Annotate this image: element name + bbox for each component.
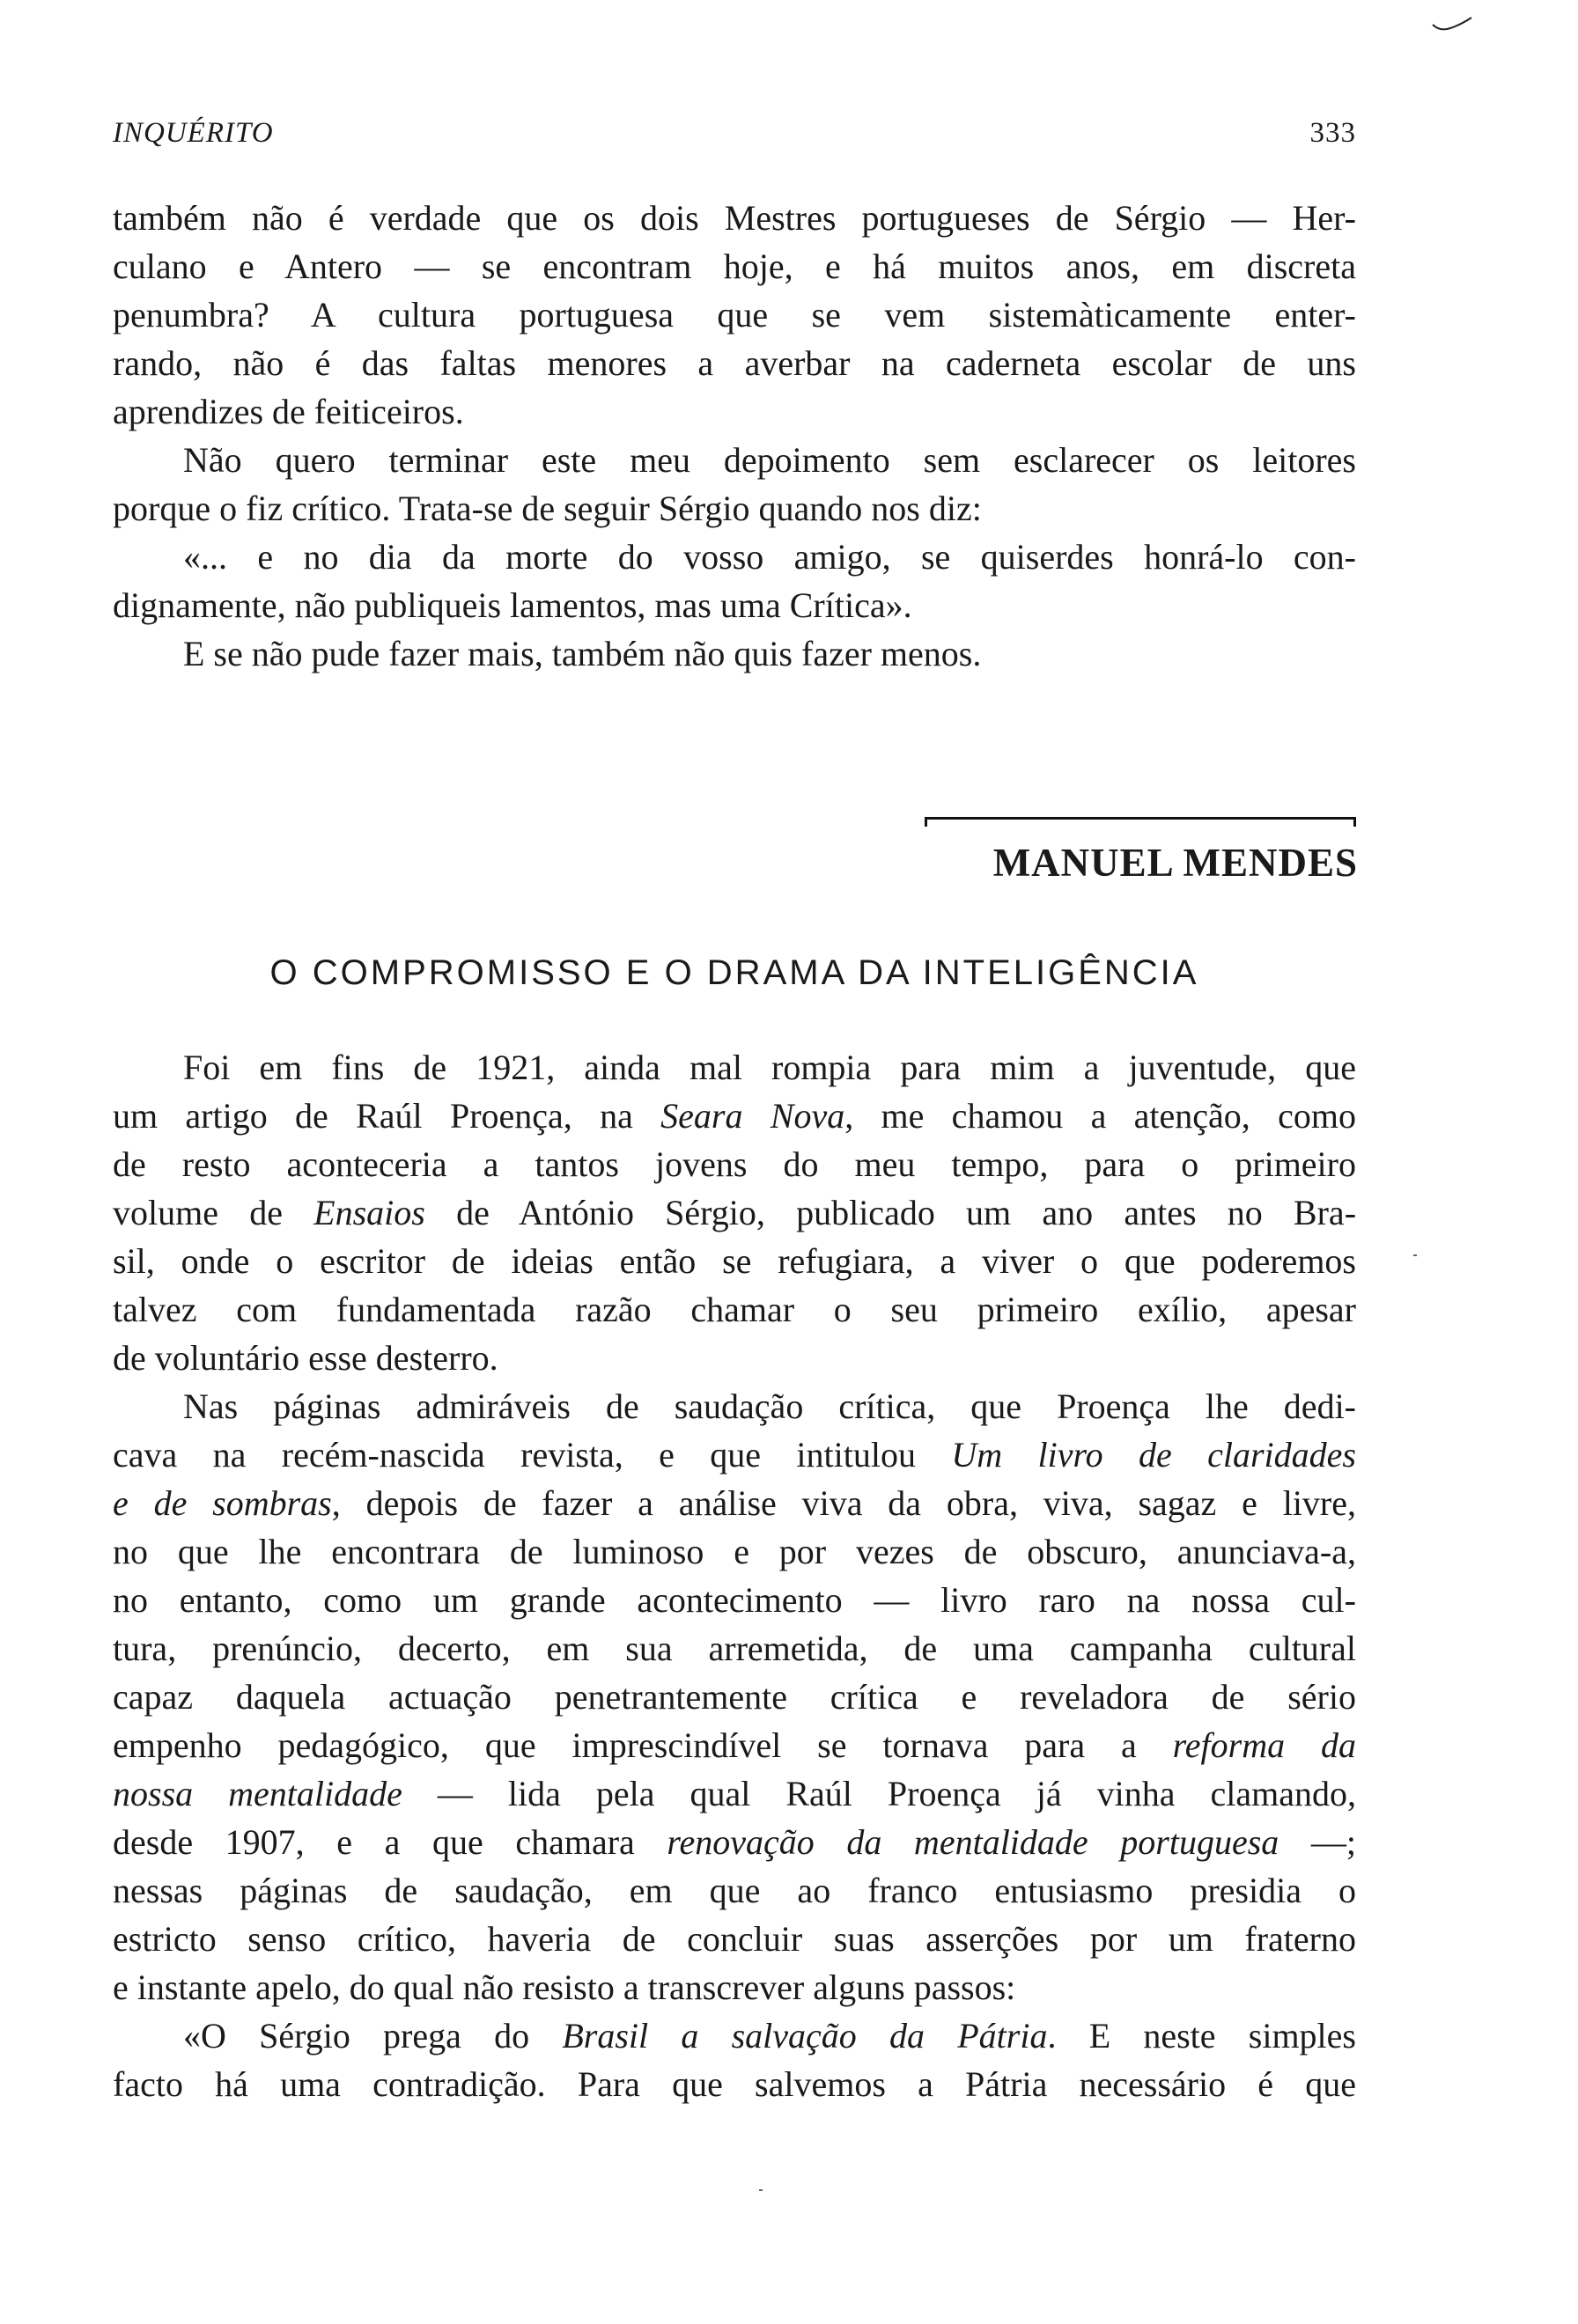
continued-text [113, 194, 1356, 678]
text-line: estricto senso crítico, haveria de concluir suas asserções por um fraterno [113, 1919, 1356, 1959]
text-line: rando, não é das faltas menores a averbar na caderneta escolar de uns [113, 343, 1356, 383]
scan-mark [1431, 9, 1475, 35]
text-line: culano e Antero — se encontram hoje, e há muitos anos, em discreta [113, 246, 1356, 286]
text-line: e instante apelo, do qual não resisto a transcrever alguns passos: [113, 1967, 1016, 2007]
essay-body [113, 1043, 1356, 2108]
scan-speck [1413, 1254, 1417, 1256]
article-title: Um livro de claridades [951, 1435, 1356, 1475]
text-line: um artigo de Raúl Proença, na Seara Nova, me chamou a atenção, como [113, 1096, 1356, 1136]
text-line: de voluntário esse desterro. [113, 1338, 498, 1378]
author-rule [925, 817, 1356, 820]
page-number: 333 [1309, 117, 1356, 149]
text-line: desde 1907, e a que chamara renovação da mentalidade portuguesa —; [113, 1822, 1356, 1862]
text-line: sil, onde o escritor de ideias então se refugiara, a viver o que poderemos [113, 1241, 1356, 1281]
text-line: tura, prenúncio, decerto, em sua arremetida, de uma campanha cultural [113, 1629, 1356, 1668]
article-title: e de sombras [113, 1483, 332, 1523]
book-title: Ensaios [313, 1193, 425, 1232]
text-line: «... e no dia da morte do vosso amigo, se quiserdes honrá-lo con- [183, 537, 1356, 577]
text-line: no que lhe encontrara de luminoso e por vezes de obscuro, anunciava-a, [113, 1532, 1356, 1571]
author-rule-tick [925, 817, 927, 827]
text-line: nossa mentalidade — lida pela qual Raúl Proença já vinha clamando, [113, 1774, 1356, 1813]
text-line: capaz daquela actuação penetrantemente crítica e reveladora de sério [113, 1677, 1356, 1717]
text-line: penumbra? A cultura portuguesa que se vem sistemàticamente enter- [113, 295, 1356, 335]
text-line: dignamente, não publiqueis lamentos, mas uma Crítica». [113, 585, 912, 625]
emphasis-text: Brasil a salvação da Pátria [562, 2016, 1048, 2056]
text-line: volume de Ensaios de António Sérgio, publicado um ano antes no Bra- [113, 1193, 1356, 1232]
text-line: E se não pude fazer mais, também não quis fazer menos. [183, 634, 982, 673]
text-line: Foi em fins de 1921, ainda mal rompia para mim a juventude, que [183, 1048, 1356, 1087]
publication-title: Seara Nova [660, 1096, 845, 1136]
text-line: no entanto, como um grande acontecimento — livro raro na nossa cul- [113, 1580, 1356, 1620]
text-line: e de sombras, depois de fazer a análise viva da obra, viva, sagaz e livre, [113, 1483, 1356, 1523]
text-line: também não é verdade que os dois Mestres portugueses de Sérgio — Her- [113, 198, 1356, 238]
text-line: cava na recém-nascida revista, e que intitulou Um livro de claridades [113, 1435, 1356, 1475]
running-head-title: INQUÉRITO [113, 117, 274, 149]
text-line: de resto aconteceria a tantos jovens do meu tempo, para o primeiro [113, 1144, 1356, 1184]
text-line: aprendizes de feiticeiros. [113, 392, 464, 431]
text-line: Não quero terminar este meu depoimento sem esclarecer os leitores [183, 440, 1356, 480]
text-line: talvez com fundamentada razão chamar o seu primeiro exílio, apesar [113, 1290, 1356, 1329]
text-line: porque o fiz crítico. Trata-se de seguir Sérgio quando nos diz: [113, 489, 982, 528]
text-line: nessas páginas de saudação, em que ao franco entusiasmo presidia o [113, 1871, 1356, 1910]
emphasis-text: nossa mentalidade [113, 1774, 402, 1813]
emphasis-text: reforma da [1172, 1725, 1356, 1765]
author-name: MANUEL MENDES [992, 841, 1358, 885]
text-line: empenho pedagógico, que imprescindível se tornava para a reforma da [113, 1725, 1356, 1765]
text-line: Nas páginas admiráveis de saudação crítica, que Proença lhe dedi- [183, 1386, 1356, 1426]
essay-title: O COMPROMISSO E O DRAMA DA INTELIGÊNCIA [269, 953, 1199, 992]
running-head [113, 113, 1356, 153]
text-line: «O Sérgio prega do Brasil a salvação da Pátria. E neste simples [183, 2016, 1356, 2056]
emphasis-text: renovação da mentalidade portuguesa [667, 1822, 1279, 1862]
text-line: facto há uma contradição. Para que salvemos a Pátria necessário é que [113, 2064, 1356, 2104]
scan-speck [759, 2189, 763, 2191]
author-rule-tick [1353, 817, 1356, 827]
author-heading [923, 808, 1358, 889]
